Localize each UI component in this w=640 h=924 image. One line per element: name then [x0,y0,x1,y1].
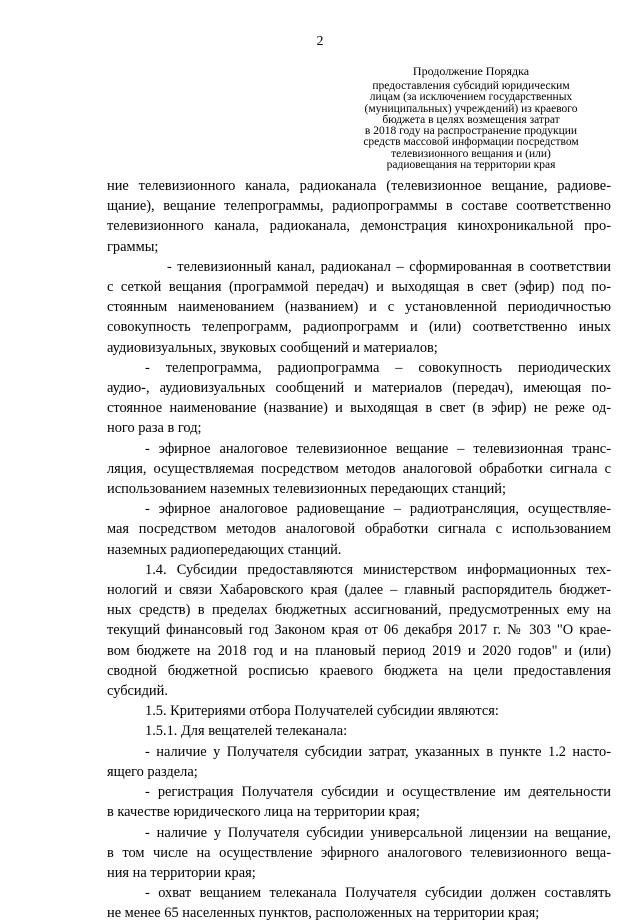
paragraph-line: - телепрограмма, радиопрограмма – совокупность периодических [145,359,611,376]
header-line: бюджета в целях возмещения затрат [382,113,560,126]
paragraph-line: стоянным наименованием (названием) и с установленной периодичностью [107,299,611,316]
paragraph-line: - наличие у Получателя субсидии универсальной лицензии на вещание, [145,824,611,841]
paragraph-line: совокупность телепрограмм, радиопрограмм и (или) соответственно иных [107,319,611,336]
paragraph-line: вом бюджете на 2018 год и на плановый период 2019 и 2020 годов" и (или) [107,642,611,659]
paragraph [107,439,611,500]
paragraph-line: - эфирное аналоговое телевизионное вещание – телевизионная транс- [145,440,611,457]
paragraph [107,176,611,257]
header-line: радиовещания на территории края [386,159,556,172]
paragraph-line: в качестве юридического лица на территории края; [107,804,420,821]
paragraph-line: - эфирное аналоговое радиовещание – радиотрансляция, осуществляе- [145,501,611,518]
paragraph [107,701,611,721]
paragraph-line: субсидий. [107,683,168,700]
header-line: предоставления субсидий юридическим [372,80,570,92]
paragraph-line: 1.5. Критериями отбора Получателей субсидии являются: [145,703,499,720]
continuation-header [360,64,582,171]
header-line: (муниципальных) учреждений) из краевого [364,102,578,115]
paragraph [107,742,611,782]
paragraph-line: в том числе на осуществление эфирного аналогового телевизионного веща- [107,844,611,861]
header-line: средств массовой информации посредством [363,136,579,149]
paragraph [107,823,611,884]
paragraph-line: аудио-, аудиовизуальных сообщений и материалов (передач), имеющая по- [107,380,611,397]
paragraph [107,358,611,439]
paragraph-line: аудиовизуальных, звуковых сообщений и материалов; [107,339,438,356]
paragraph-line: щание), вещание телепрограммы, радиопрограммы в составе соответственно [107,198,611,215]
page-number: 2 [316,34,324,49]
header-title: Продолжение Порядка [412,64,530,78]
paragraph-line: ния на территории края; [107,864,256,881]
header-line: телевизионного вещания и (или) [391,147,551,160]
paragraph [107,721,611,741]
paragraph [107,499,611,560]
paragraph-line: ящего раздела; [107,763,198,780]
paragraph-line: - охват вещанием телеканала Получателя субсидии должен составлять [145,885,611,902]
paragraph [107,883,611,923]
paragraph [107,257,611,358]
header-line: лицам (за исключением государственных [369,91,573,104]
paragraph-line: - наличие у Получателя субсидии затрат, указанных в пункте 1.2 насто- [145,743,611,760]
paragraph-line: ных средств) в пределах бюджетных ассигнований, предусмотренных ему на [107,602,611,619]
paragraph-line: граммы; [107,238,159,255]
paragraph-line: мая посредством методов аналоговой обработки сигнала с использованием [107,521,611,538]
paragraph-line: ние телевизионного канала, радиоканала (телевизионное вещание, радиове- [107,178,611,194]
header-line: в 2018 году на распространение продукции [364,125,578,138]
paragraph-line: нологий и связи Хабаровского края (далее – главный распорядитель бюджет- [107,582,611,599]
paragraph-line: с сеткой вещания (программой передач) и выходящая в свет (эфир) под по- [107,279,611,296]
paragraph-line: ляция, осуществляемая посредством методов аналоговой обработки сигнала с [107,460,611,477]
paragraph-line: 1.4. Субсидии предоставляются министерством информационных тех- [145,561,611,578]
paragraph-line: стоянное наименование (название) и выходящая в свет (в эфир) не реже од- [107,400,611,417]
paragraph-line: телевизионного канала, радиоканала, демонстрация кинохроникальной про- [107,218,611,235]
paragraph-line: сводной бюджетной росписью краевого бюджета на цели предоставления [107,662,611,679]
paragraph-line: не менее 65 населенных пунктов, расположенных на территории края; [107,905,540,922]
paragraph [107,782,611,822]
paragraph-line: - телевизионный канал, радиоканал – сформированная в соответствии [167,258,611,275]
paragraph-line: текущий финансовый год Законом края от 06 декабря 2017 г. № 303 "О крае- [107,622,611,639]
paragraph-line: ного раза в год; [107,420,202,437]
paragraph-line: использованием наземных телевизионных передающих станций; [107,481,506,498]
body-text [107,176,611,924]
paragraph-line: - регистрация Получателя субсидии и осуществление им деятельности [145,784,611,801]
paragraph-line: наземных радиопередающих станций. [107,541,342,558]
paragraph-line: 1.5.1. Для вещателей телеканала: [145,723,348,740]
paragraph [107,560,611,701]
